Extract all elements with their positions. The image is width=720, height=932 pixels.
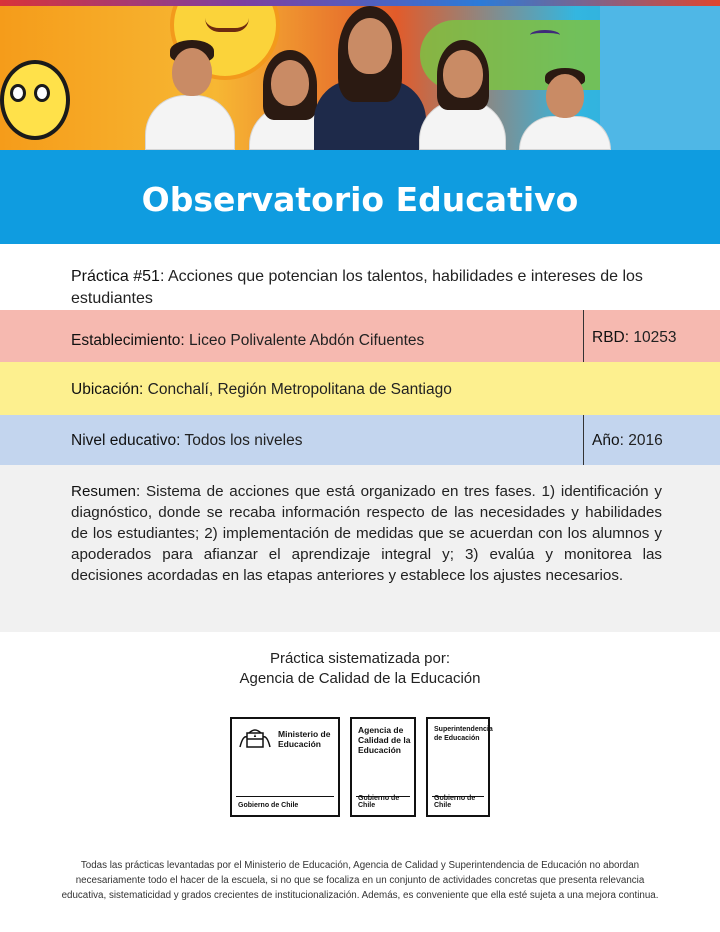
level-value: Todos los niveles bbox=[180, 432, 303, 449]
logo-agencia-gov: Gobierno de Chile bbox=[358, 795, 400, 809]
summary-section bbox=[0, 465, 720, 632]
mural-bee-icon bbox=[0, 60, 70, 140]
student-figure bbox=[415, 40, 510, 150]
logo-agencia-name: Agencia de Calidad de la Educación bbox=[358, 725, 411, 755]
logo-superintendencia-gov: Gobierno de Chile bbox=[434, 795, 476, 809]
level-row bbox=[0, 415, 720, 465]
mural-bee-eye bbox=[34, 84, 50, 102]
summary-text: Sistema de acciones que está organizado en tres fases. 1) identificación y diagnóstico, donde se recaba información respecto de las necesidades y habilidades de los estudiantes; 2) implementación de medidas que se acuerdan con los alumnos y apoderados para afianzar el aprendizaje integral y; 3) evalúa y monitorea las decisiones acordadas en las etapas anteriores y establece los ajustes necesarios. bbox=[71, 483, 662, 584]
location-row bbox=[0, 362, 720, 415]
practice-text: : Acciones que potencian los talentos, habilidades e intereses de los estudiantes bbox=[71, 268, 643, 307]
location-label: Ubicación: bbox=[71, 381, 144, 398]
year-label: Año bbox=[592, 432, 620, 449]
credit-organization: Agencia de Calidad de la Educación bbox=[239, 670, 481, 687]
hero-photo bbox=[0, 0, 720, 150]
rbd-value: 10253 bbox=[629, 329, 677, 346]
establishment-row bbox=[0, 310, 720, 362]
logo-agencia-calidad bbox=[350, 717, 416, 817]
establishment-value: Liceo Polivalente Abdón Cifuentes bbox=[184, 332, 425, 349]
teacher-figure bbox=[310, 0, 430, 150]
logo-superintendencia bbox=[426, 717, 493, 817]
level-label: Nivel educativo: bbox=[71, 432, 181, 449]
credit-label: Práctica sistematizada por: bbox=[269, 650, 451, 667]
mural-bee-eye bbox=[10, 84, 26, 102]
logo-ministerio-name: Ministerio de Educación bbox=[278, 729, 331, 749]
summary-label: Resumen: bbox=[71, 483, 141, 500]
mural-blue-shape bbox=[600, 6, 720, 150]
student-figure bbox=[140, 40, 240, 150]
page-title: Observatorio Educativo bbox=[141, 180, 579, 219]
establishment-label: Establecimiento: bbox=[71, 332, 185, 349]
logo-divider bbox=[236, 796, 334, 797]
location-value: Conchalí, Región Metropolitana de Santiago bbox=[143, 381, 452, 398]
rbd-cell bbox=[583, 310, 677, 362]
summary-paragraph bbox=[71, 481, 662, 586]
logo-superintendencia-name: Superintendencia de Educación bbox=[434, 726, 493, 742]
title-banner bbox=[0, 150, 720, 244]
student-figure bbox=[515, 68, 615, 150]
chile-crest-icon bbox=[238, 727, 272, 753]
year-cell bbox=[583, 415, 663, 465]
logo-ministerio-gov: Gobierno de Chile bbox=[238, 802, 299, 809]
rbd-label: RBD: bbox=[592, 329, 630, 346]
mural-bird-icon bbox=[530, 30, 560, 40]
footer-disclaimer: Todas las prácticas levantadas por el Ministerio de Educación, Agencia de Calidad y Superintendencia de Educación no abordan necesariamente todo el hacer de la escuela, si no que se focaliza en un conjunto de actividades concretas que presenta relevancia educativa, sistematicidad y grados crecientes de institucionalización. Además, es conveniente que ella esté sujeta a una mejora continua. bbox=[61, 860, 659, 901]
year-value: : 2016 bbox=[619, 432, 663, 449]
logo-ministerio-educacion bbox=[230, 717, 340, 817]
practice-heading bbox=[0, 266, 720, 310]
practice-label: Práctica #51 bbox=[71, 268, 160, 285]
